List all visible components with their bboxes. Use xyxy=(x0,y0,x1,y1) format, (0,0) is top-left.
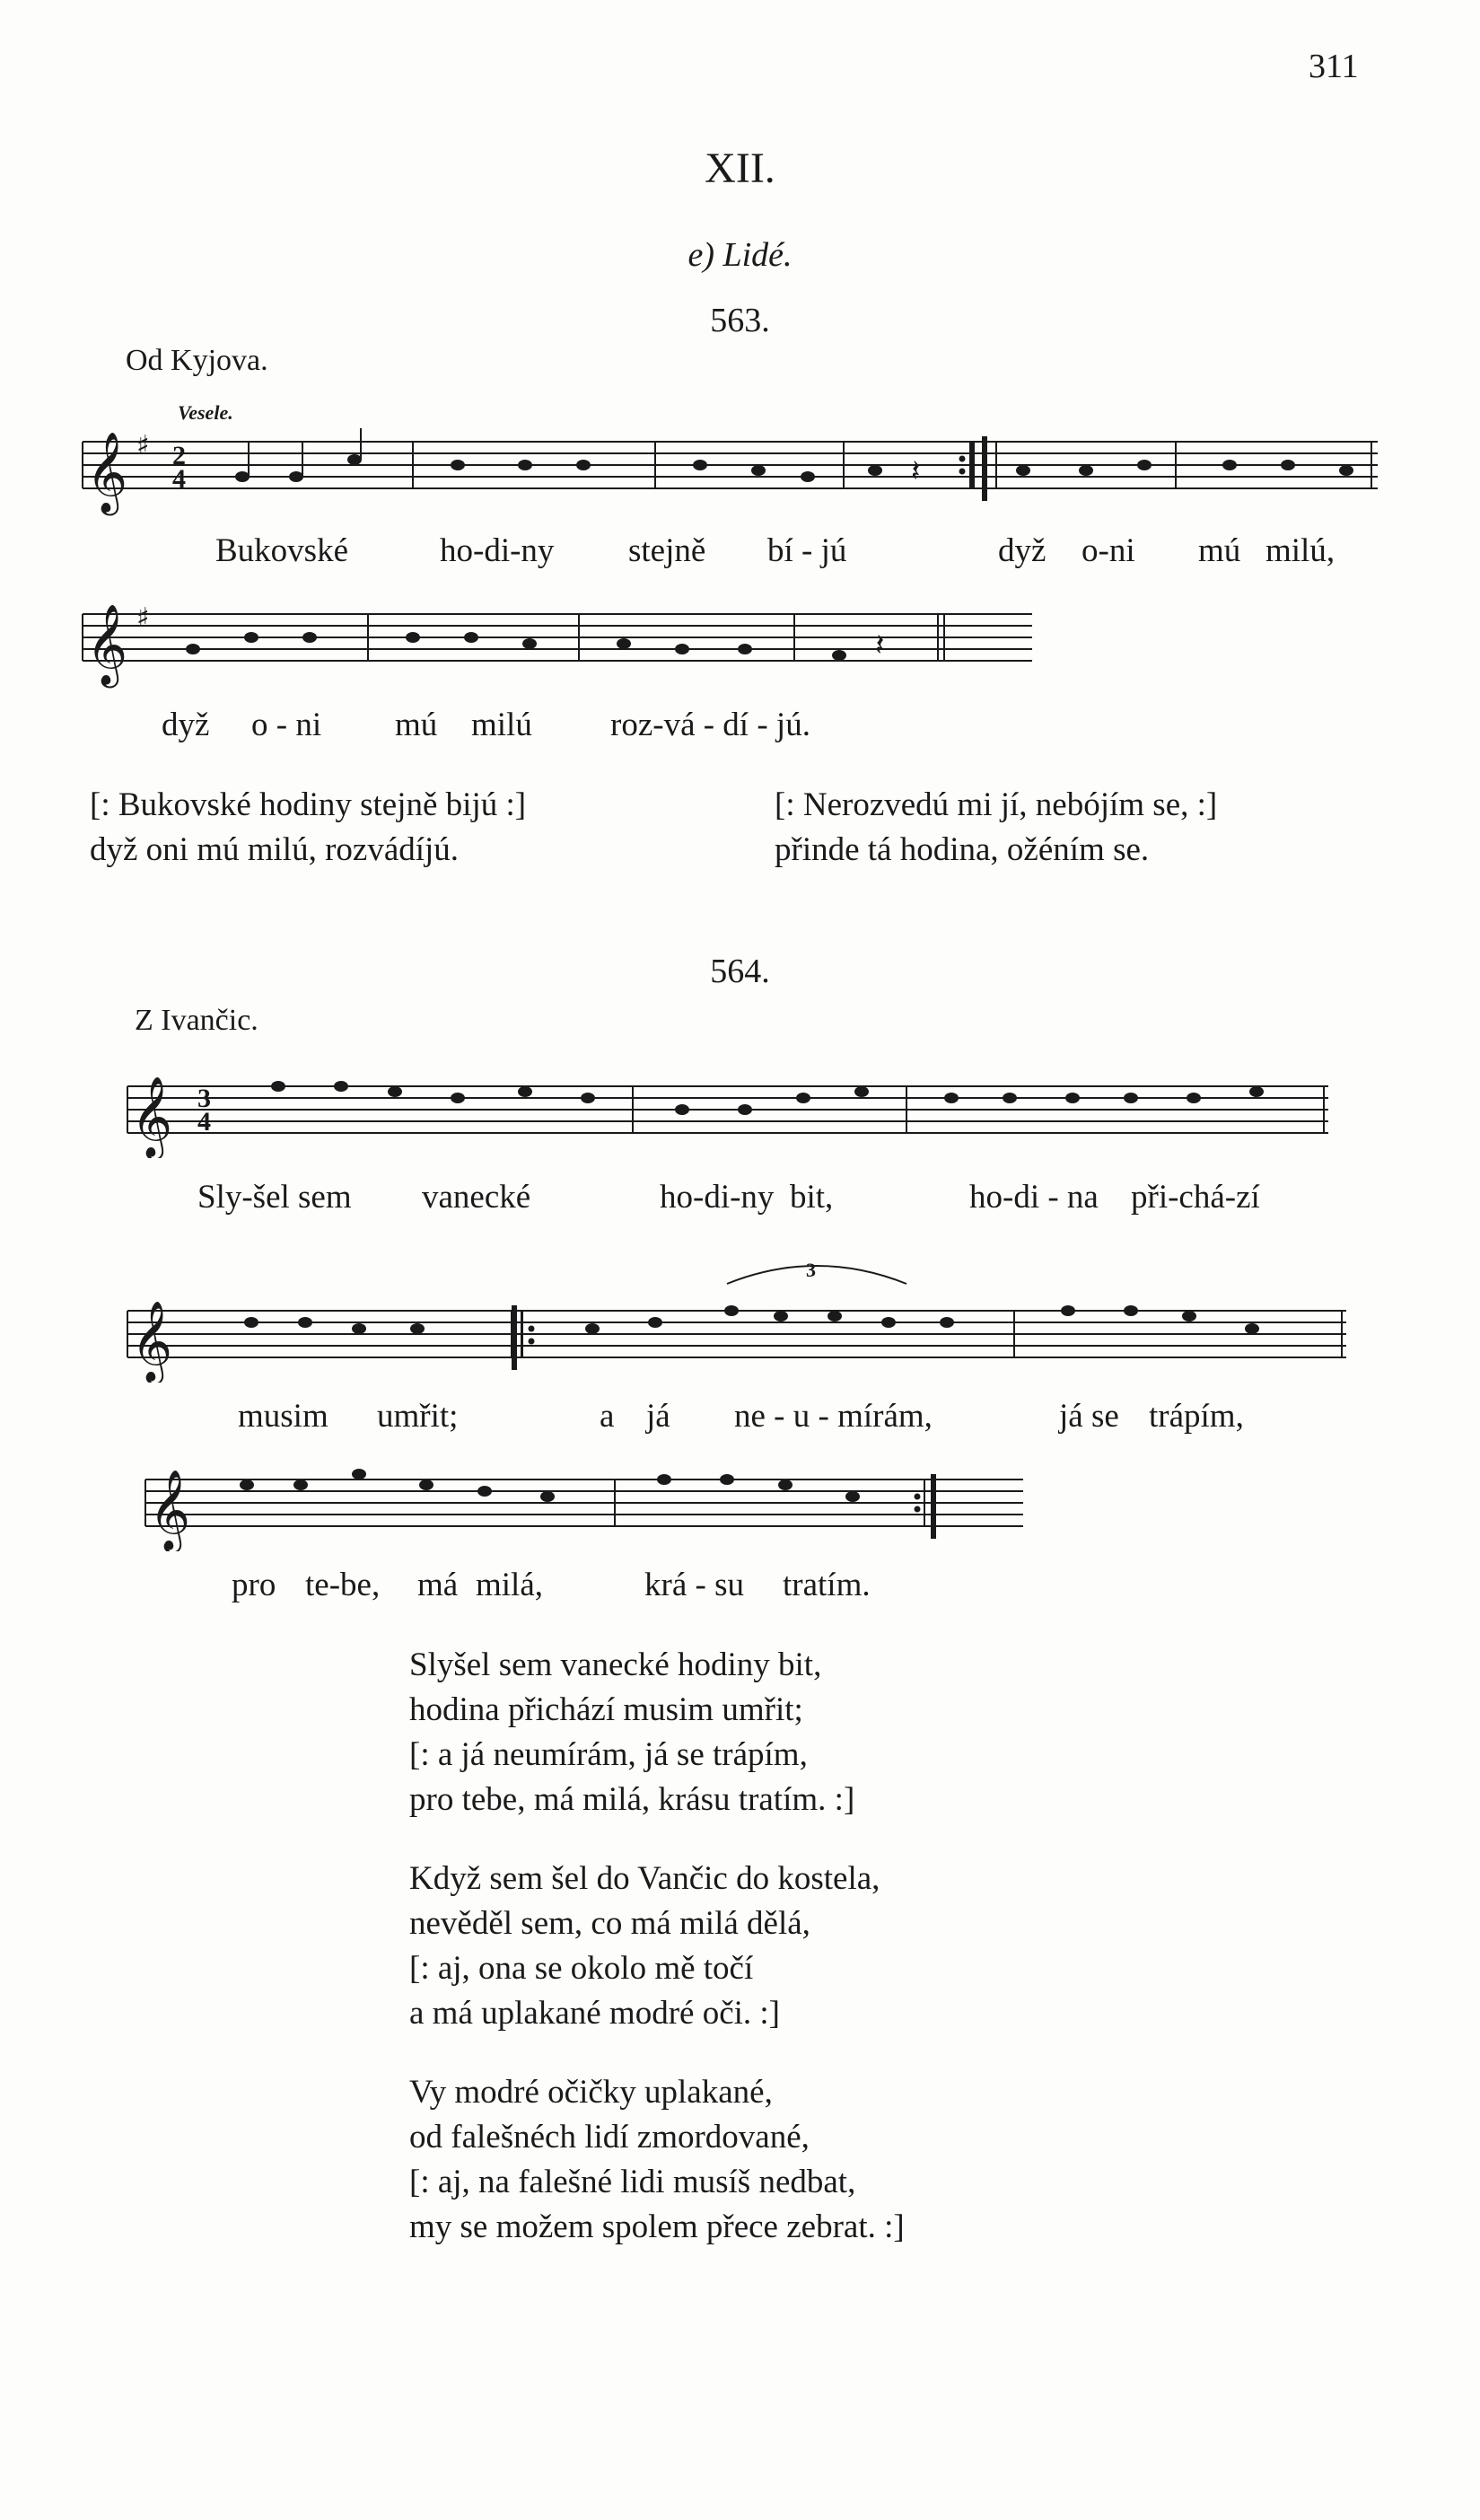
svg-text:𝄞: 𝄞 xyxy=(149,1470,191,1550)
song-number-563: 563. xyxy=(710,302,770,339)
svg-text:2: 2 xyxy=(172,441,186,470)
verse-line: dyž oni mú milú, rozvádíjú. xyxy=(90,831,460,868)
lyric-syllable: při-chá-zí xyxy=(1131,1179,1260,1216)
lyric-syllable: má xyxy=(417,1567,459,1603)
page-number: 311 xyxy=(1309,48,1359,85)
lyric-syllable: umřit; xyxy=(377,1398,459,1435)
svg-text:𝄞: 𝄞 xyxy=(131,1076,173,1157)
lyric-syllable: ho-di-ny xyxy=(440,532,555,569)
lyric-syllable: já se xyxy=(1059,1398,1119,1435)
lyric-syllable: pro xyxy=(232,1567,276,1603)
tuplet-number: 3 xyxy=(806,1259,816,1281)
verse-line: Vy modré očičky uplakané, xyxy=(409,2074,773,2111)
lyric-syllable: milá, xyxy=(476,1567,544,1603)
lyric-syllable: a xyxy=(600,1398,615,1435)
lyric-syllable: milú xyxy=(471,707,532,743)
verse-block xyxy=(409,1857,880,2036)
verse-block xyxy=(775,783,1217,873)
music-staff xyxy=(117,1059,1337,1158)
verse-line: Když sem šel do Vančic do kostela, xyxy=(409,1860,880,1897)
song-origin-563: Od Kyjova. xyxy=(126,344,268,377)
verse-line: my se možem spolem přece zebrat. :] xyxy=(409,2208,905,2245)
svg-text:4: 4 xyxy=(197,1107,211,1137)
lyric-syllable: já xyxy=(646,1398,670,1435)
lyric-syllable: dyž xyxy=(162,707,210,743)
lyric-syllable: o-ni xyxy=(1082,532,1135,569)
verse-line: nevěděl sem, co má milá dělá, xyxy=(409,1905,810,1942)
svg-text:𝄽: 𝄽 xyxy=(875,629,885,663)
lyric-syllable: Sly-šel sem xyxy=(197,1179,352,1216)
svg-text:𝄞: 𝄞 xyxy=(131,1301,173,1382)
lyric-syllable: vanecké xyxy=(422,1179,531,1216)
music-staff xyxy=(72,594,1041,693)
section-heading: e) Lidé. xyxy=(687,236,793,274)
svg-text:𝄞: 𝄞 xyxy=(86,432,128,513)
verse-line: [: Bukovské hodiny stejně bijú :] xyxy=(90,786,527,823)
lyric-syllable: ho-di - na xyxy=(969,1179,1099,1216)
lyric-syllable: tratím. xyxy=(783,1567,871,1603)
lyric-syllable: musim xyxy=(238,1398,328,1435)
verse-line: od falešnéch lidí zmordované, xyxy=(409,2119,810,2156)
lyric-syllable: ho-di-ny xyxy=(660,1179,775,1216)
verse-block xyxy=(90,783,526,873)
svg-text:𝄞: 𝄞 xyxy=(86,604,128,685)
music-staff xyxy=(117,1230,1355,1383)
verse-line: přinde tá hodina, ožéním se. xyxy=(775,831,1150,868)
verse-line: [: Nerozvedú mi jí, nebójím se, :] xyxy=(775,786,1218,823)
verse-block xyxy=(409,1643,854,1822)
lyric-syllable: dyž xyxy=(998,532,1047,569)
verse-block xyxy=(409,2070,905,2250)
verse-line: pro tebe, má milá, krásu tratím. :] xyxy=(409,1781,855,1818)
song-number-564: 564. xyxy=(710,953,770,990)
tempo-marking: Vesele. xyxy=(178,401,233,424)
music-staff xyxy=(72,424,1382,522)
lyric-syllable: roz-vá - dí - jú. xyxy=(610,707,810,743)
music-staff xyxy=(135,1453,1032,1551)
svg-text:♯: ♯ xyxy=(136,602,150,634)
lyric-syllable: bit, xyxy=(790,1179,834,1216)
lyric-syllable: te-be, xyxy=(305,1567,381,1603)
lyric-syllable: stejně xyxy=(628,532,706,569)
chapter-heading: XII. xyxy=(705,145,775,192)
verse-line: Slyšel sem vanecké hodiny bit, xyxy=(409,1646,822,1683)
verse-line: a má uplakané modré oči. :] xyxy=(409,1995,780,2032)
lyric-syllable: mú xyxy=(1198,532,1241,569)
lyric-syllable: mú xyxy=(395,707,438,743)
lyric-syllable: Bukovské xyxy=(215,532,348,569)
lyric-syllable: bí - jú xyxy=(767,532,847,569)
lyric-syllable: milú, xyxy=(1265,532,1336,569)
verse-line: [: a já neumírám, já se trápím, xyxy=(409,1736,808,1773)
verse-line: [: aj, ona se okolo mě točí xyxy=(409,1950,754,1987)
svg-text:4: 4 xyxy=(172,464,186,494)
lyric-syllable: o - ni xyxy=(251,707,322,743)
svg-text:𝄽: 𝄽 xyxy=(911,455,921,488)
song-origin-564: Z Ivančic. xyxy=(135,1004,258,1037)
verse-line: [: aj, na falešné lidi musíš nedbat, xyxy=(409,2164,856,2200)
svg-text:♯: ♯ xyxy=(136,430,150,461)
svg-text:3: 3 xyxy=(197,1084,211,1113)
lyric-syllable: trápím, xyxy=(1149,1398,1244,1435)
lyric-syllable: krá - su xyxy=(644,1567,744,1603)
verse-line: hodina přichází musim umřit; xyxy=(409,1691,803,1728)
lyric-syllable: ne - u - mírám, xyxy=(734,1398,933,1435)
